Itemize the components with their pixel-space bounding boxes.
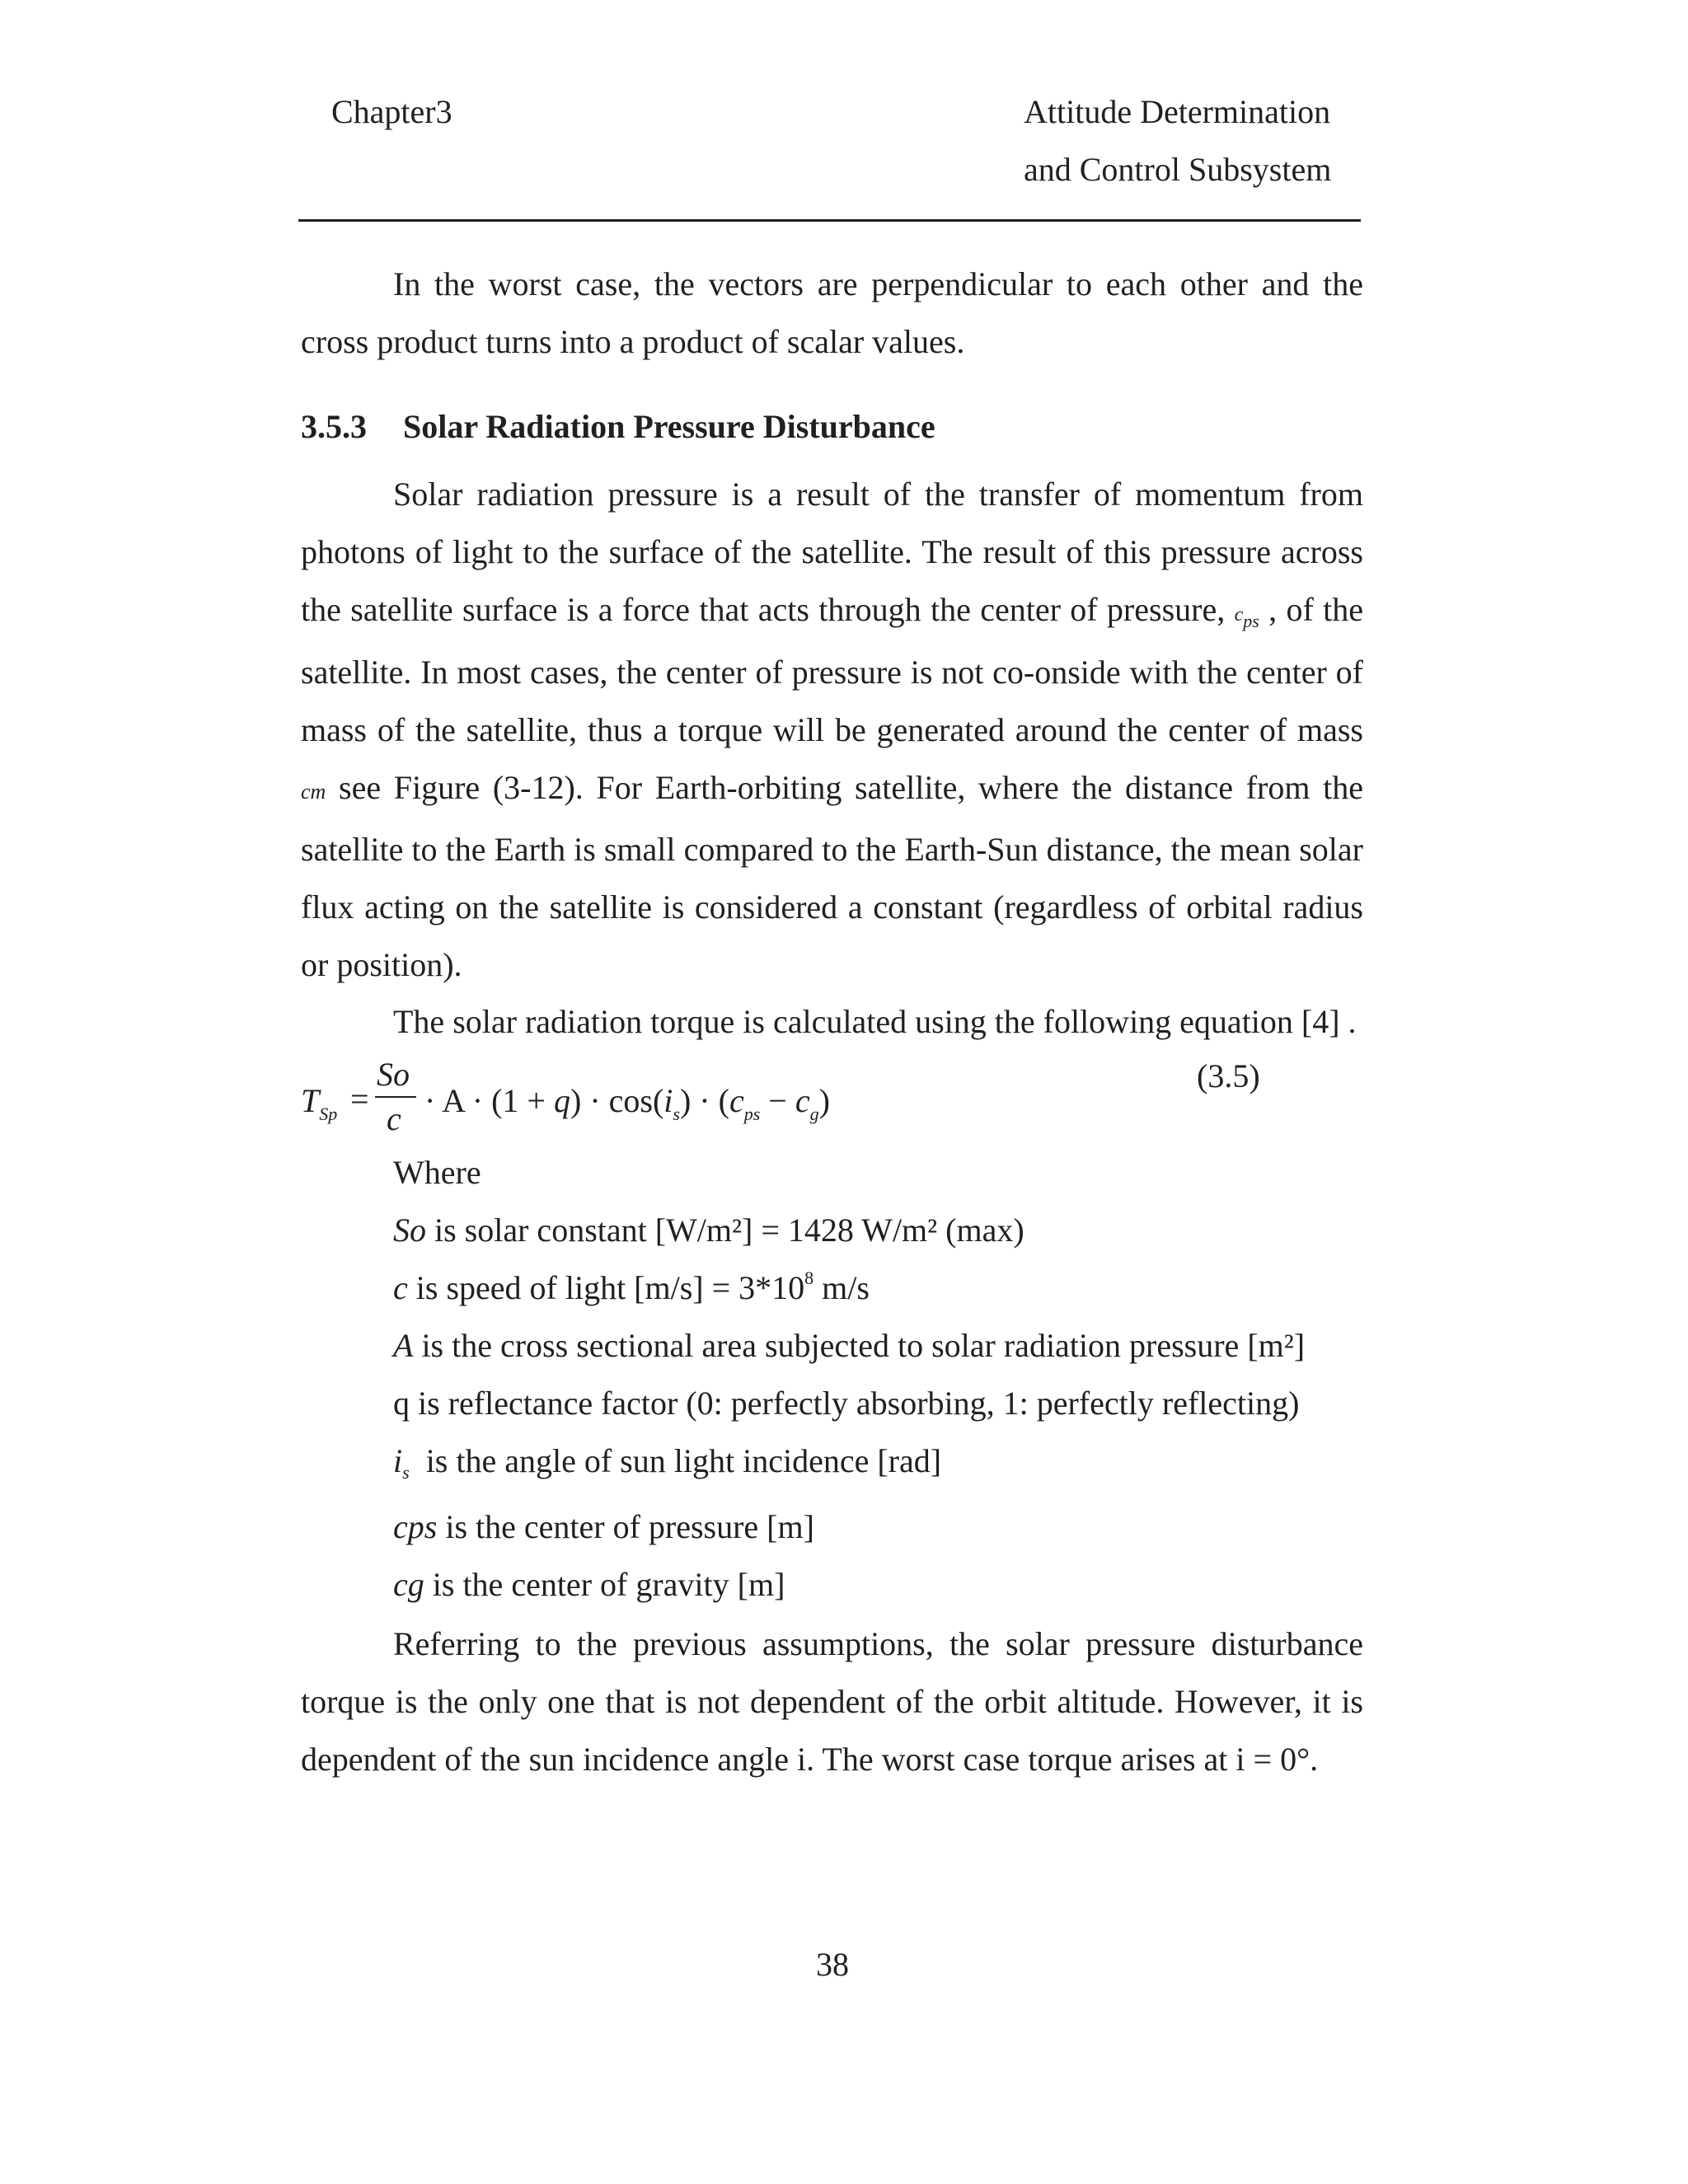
def-where: Where bbox=[393, 1154, 481, 1191]
eq-i-sub: s bbox=[673, 1104, 680, 1124]
equation-3-5 bbox=[301, 1055, 1290, 1137]
eq-numerator: So bbox=[377, 1056, 410, 1093]
body-paragraph-2 bbox=[301, 993, 1363, 1051]
eq-minus: − bbox=[760, 1082, 795, 1119]
def-c bbox=[393, 1259, 1305, 1317]
eq-q: q bbox=[554, 1082, 570, 1119]
eq-c2-sub: g bbox=[809, 1104, 819, 1124]
def-q: q is reflectance factor (0: perfectly absorbing, 1: perfectly reflecting) bbox=[393, 1385, 1300, 1422]
def-so bbox=[393, 1202, 1305, 1259]
eq-rhs-part3: ) · ( bbox=[679, 1082, 729, 1119]
chapter-label: Chapter3 bbox=[331, 93, 452, 130]
def-i-sym: i bbox=[393, 1442, 403, 1479]
eq-close: ) bbox=[818, 1082, 830, 1119]
header-title-line1: Attitude Determination bbox=[1024, 93, 1331, 130]
symbol-c: c bbox=[1234, 604, 1244, 626]
symbol-cm: cm bbox=[301, 780, 326, 804]
intro-text: In the worst case, the vectors are perpendicular to each other and the cross product turns into a product of scalar values. bbox=[301, 265, 1363, 360]
eq-rhs-part2: ) · cos( bbox=[570, 1082, 664, 1119]
page-number: 38 bbox=[816, 1946, 849, 1983]
def-a bbox=[393, 1317, 1305, 1375]
eq-rhs-part1: · A · (1 + bbox=[424, 1082, 554, 1119]
def-cg-sym: cg bbox=[393, 1566, 424, 1603]
eq-c1: c bbox=[729, 1082, 744, 1119]
eq-c2: c bbox=[795, 1082, 810, 1119]
para1-text-b: , of the satellite. In most cases, the center of pressure is not co-onside with the center of mass of the satellite, thus a torque will be generated around the center of mass bbox=[301, 591, 1364, 748]
symbol-ps-sub: ps bbox=[1243, 611, 1259, 631]
def-cps bbox=[393, 1498, 1305, 1556]
def-so-text: is solar constant [W/m²] = 1428 W/m² (max) bbox=[426, 1212, 1025, 1249]
intro-paragraph bbox=[301, 255, 1363, 371]
def-c-sym: c bbox=[393, 1269, 408, 1306]
eq-equals: = bbox=[350, 1080, 369, 1118]
def-i bbox=[393, 1432, 1305, 1498]
def-cps-text: is the center of pressure [m] bbox=[437, 1508, 814, 1545]
equation-number: (3.5) bbox=[1197, 1057, 1260, 1094]
para1-text-a: Solar radiation pressure is a result of the transfer of momentum from photons of light to the surface of the satellite. The result of this pressure across the satellite surface is a force that acts through the center of pressure, bbox=[301, 476, 1363, 628]
body-paragraph-1 bbox=[301, 466, 1363, 994]
eq-c1-sub: ps bbox=[743, 1104, 761, 1124]
def-c-text: is speed of light [m/s] = 3*10 bbox=[407, 1269, 805, 1306]
def-cg-text: is the center of gravity [m] bbox=[424, 1566, 785, 1603]
def-c-unit: m/s bbox=[814, 1269, 870, 1306]
def-i-sub: s bbox=[402, 1462, 410, 1483]
def-a-text: is the cross sectional area subjected to solar radiation pressure [m²] bbox=[413, 1327, 1306, 1364]
eq-i: i bbox=[663, 1082, 673, 1119]
def-cg bbox=[393, 1556, 1305, 1614]
header-rule bbox=[298, 219, 1361, 222]
def-c-exp: 8 bbox=[804, 1268, 814, 1288]
def-cps-sym: cps bbox=[393, 1508, 438, 1545]
eq-fraction-bar bbox=[375, 1096, 416, 1098]
def-so-sym: So bbox=[393, 1212, 426, 1249]
eq-lhs: T bbox=[301, 1082, 320, 1119]
para2-text: The solar radiation torque is calculated using the following equation [4] . bbox=[393, 1003, 1357, 1040]
para1-text-c: see Figure (3-12). For Earth-orbiting satellite, where the distance from the satellite to the Earth is small compared to the Earth-Sun distance, the mean solar flux acting on the satellite is considered a constant (regardless of orbital radius or position). bbox=[301, 769, 1363, 983]
eq-denominator: c bbox=[387, 1100, 401, 1137]
closing-paragraph bbox=[301, 1615, 1363, 1788]
def-a-sym: A bbox=[393, 1327, 414, 1364]
eq-rhs bbox=[424, 1081, 830, 1124]
section-number: 3.5.3 bbox=[301, 408, 367, 445]
eq-lhs-sub: Sp bbox=[319, 1104, 338, 1124]
section-heading bbox=[301, 407, 935, 446]
header-title-line2: and Control Subsystem bbox=[1024, 151, 1332, 188]
section-title: Solar Radiation Pressure Disturbance bbox=[403, 408, 935, 445]
def-i-text: is the angle of sun light incidence [rad] bbox=[409, 1442, 942, 1479]
closing-text: Referring to the previous assumptions, the solar pressure disturbance torque is the only one that is not dependent of the orbit altitude. However, it is dependent of the sun incidence angle i. The worst case torque arises at i = 0°. bbox=[301, 1625, 1363, 1778]
definitions-list bbox=[393, 1144, 1305, 1614]
